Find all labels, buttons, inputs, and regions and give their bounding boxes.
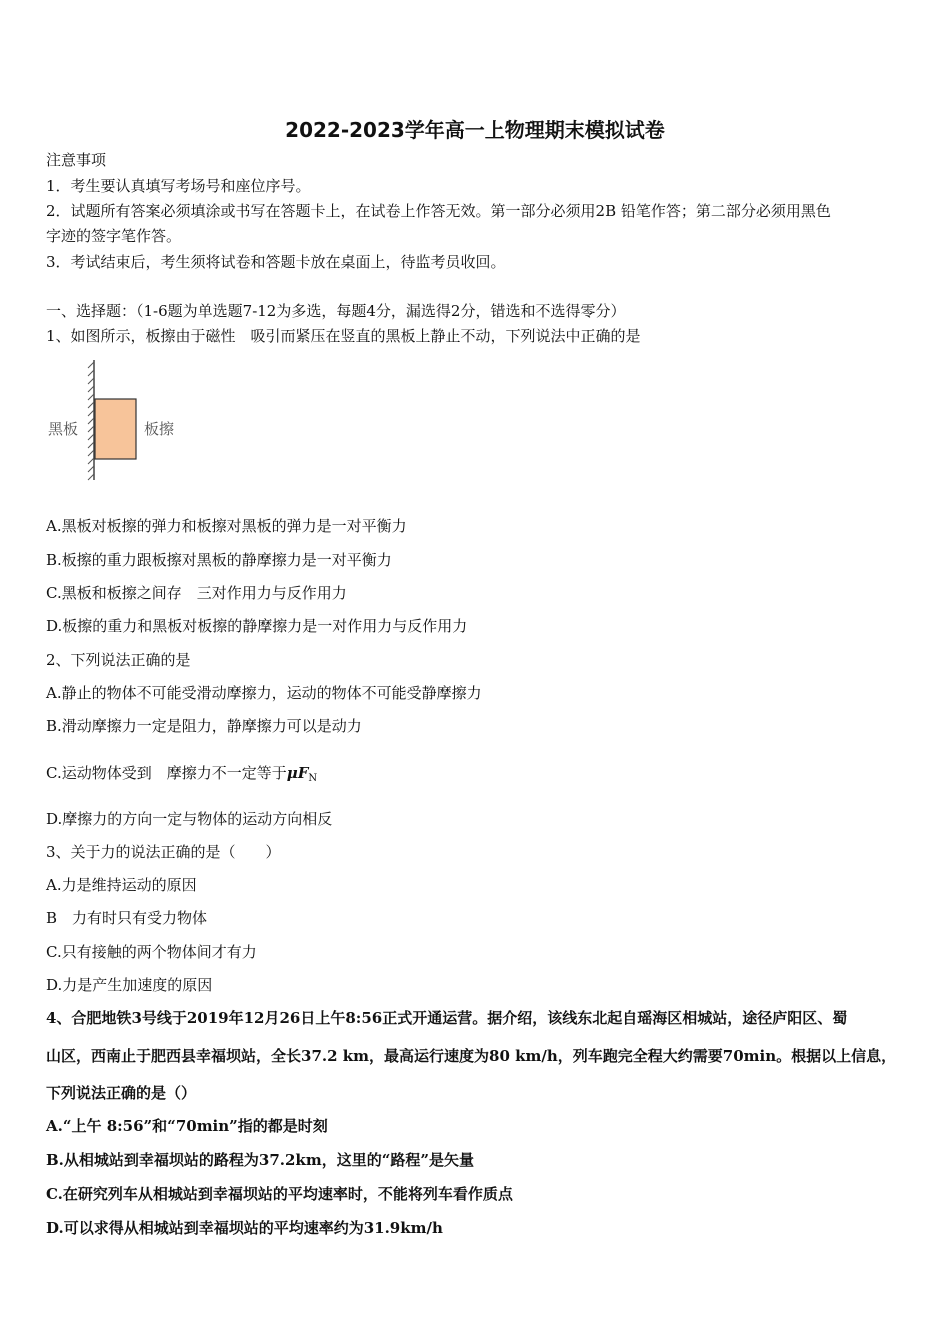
q1-option-b: B.板擦的重力跟板擦对黑板的静摩擦力是一对平衡力	[46, 551, 392, 569]
eraser-block	[95, 399, 136, 459]
q2-option-d: D.摩擦力的方向一定与物体的运动方向相反	[46, 810, 333, 828]
notice-item-2: 2．试题所有答案必须填涂或书写在答题卡上，在试卷上作答无效。第一部分必须用2B 铅笔作答；第二部分必须用黑色	[46, 202, 831, 220]
q3-option-a: A.力是维持运动的原因	[46, 876, 197, 894]
q4-option-a: A.“上午 8:56”和“70min”指的都是时刻	[46, 1117, 328, 1135]
notice-item-1: 1．考生要认真填写考场号和座位序号。	[46, 177, 311, 195]
section-heading: 一、选择题：（1-6题为单选题7-12为多选，每题4分，漏选得2分，错选和不选得零分）	[46, 302, 626, 320]
notice-item-2-cont: 字迹的签字笔作答。	[46, 227, 182, 245]
q4-stem-line-1: 4、合肥地铁3号线于2019年12月26日上午8:56正式开通运营。据介绍，该线东北起自瑶海区相城站，途径庐阳区、蜀	[46, 1009, 848, 1027]
notice-heading: 注意事项	[46, 151, 107, 169]
blackboard-eraser-figure	[46, 356, 196, 486]
q3-option-b: B 力有时只有受力物体	[46, 909, 208, 927]
mu-fn-formula: μF	[286, 764, 309, 782]
q1-stem: 1、如图所示，板擦由于磁性 吸引而紧压在竖直的黑板上静止不动，下列说法中正确的是	[46, 327, 641, 345]
eraser-label: 板擦	[144, 420, 175, 438]
mu-fn-subscript: N	[308, 773, 318, 784]
q3-option-c: C.只有接触的两个物体间才有力	[46, 943, 257, 961]
q1-option-c: C.黑板和板擦之间存 三对作用力与反作用力	[46, 584, 347, 602]
q4-option-b: B.从相城站到幸福坝站的路程为37.2km，这里的“路程”是矢量	[46, 1151, 474, 1169]
q4-stem-line-3: 下列说法正确的是（）	[46, 1084, 197, 1102]
q4-stem-line-2: 山区，西南止于肥西县幸福坝站，全长37.2 km，最高运行速度为80 km/h，列车跑完全程大约需要70min。根据以上信息，	[46, 1047, 897, 1065]
q1-option-d: D.板擦的重力和黑板对板擦的静摩擦力是一对作用力与反作用力	[46, 617, 468, 635]
q2-option-c	[46, 763, 317, 789]
q2-option-c-text: C.运动物体受到 摩擦力不一定等于	[46, 764, 287, 782]
exam-title: 2022-2023学年高一上物理期末模拟试卷	[285, 118, 665, 142]
q1-option-a: A.黑板对板擦的弹力和板擦对黑板的弹力是一对平衡力	[46, 517, 407, 535]
blackboard-label: 黑板	[48, 420, 79, 438]
notice-item-3: 3．考试结束后，考生须将试卷和答题卡放在桌面上，待监考员收回。	[46, 253, 506, 271]
q2-option-b: B.滑动摩擦力一定是阻力，静摩擦力可以是动力	[46, 717, 362, 735]
q3-stem: 3、关于力的说法正确的是（ ）	[46, 843, 281, 861]
q2-option-a: A.静止的物体不可能受滑动摩擦力，运动的物体不可能受静摩擦力	[46, 684, 482, 702]
q4-option-d: D.可以求得从相城站到幸福坝站的平均速率约为31.9km/h	[46, 1219, 443, 1237]
q3-option-d: D.力是产生加速度的原因	[46, 976, 213, 994]
q4-option-c: C.在研究列车从相城站到幸福坝站的平均速率时，不能将列车看作质点	[46, 1185, 513, 1203]
q2-stem: 2、下列说法正确的是	[46, 651, 191, 669]
